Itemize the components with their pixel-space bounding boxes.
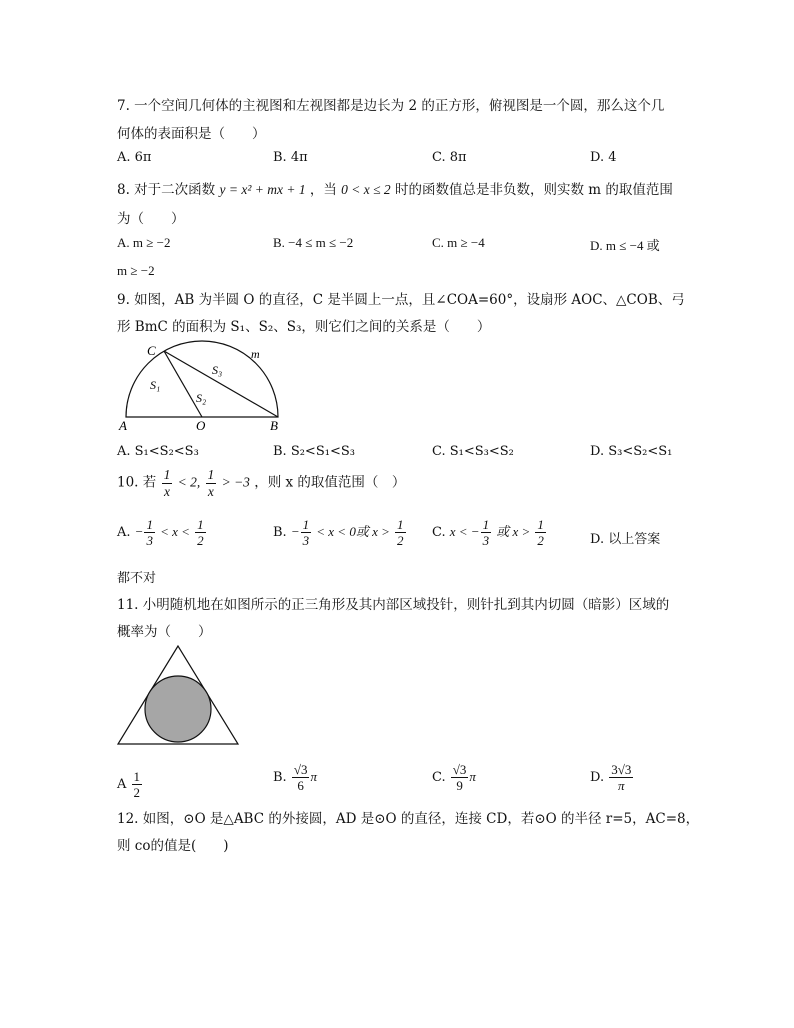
q10-ineq-1: < 2, [177, 474, 201, 490]
q9-option-b: B. S₂<S₁<S₃ [273, 444, 355, 459]
q10-option-d: D. 以上答案 [590, 532, 661, 547]
q11-stem-line1: 11. 小明随机地在如图所示的正三角形及其内部区域投针，则针扎到其内切圆（暗影）区域的 [117, 597, 670, 613]
q12-stem-line1: 12. 如图，⊙O 是△ABC 的外接圆，AD 是⊙O 的直径，连接 CD，若⊙O 的半径 r=5，AC=8， [117, 811, 700, 827]
q11-stem-line2: 概率为（ ） [117, 624, 212, 640]
q7-option-d: D. 4 [590, 150, 617, 165]
q10-ineq-2: > −3 [221, 474, 250, 490]
s2-label: S₂ [196, 391, 207, 405]
q7-stem-line1: 7. 一个空间几何体的主视图和左视图都是边长为 2 的正方形，俯视图是一个圆，那么这个几 [117, 98, 665, 114]
q9-option-d: D. S₃<S₂<S₁ [590, 444, 673, 459]
point-c-label: C [147, 343, 156, 358]
q7-option-c: C. 8π [432, 150, 467, 165]
q10-c-frac-half: $\frac{1}{2}$ [537, 517, 544, 548]
q10-a-frac-third: $\frac{1}{3}$ [146, 517, 153, 548]
q10-frac-1-over-x-a: $\frac{1}{x}$ [163, 467, 171, 499]
q10-c-frac-third: $\frac{1}{3}$ [482, 517, 490, 548]
q8-option-c: C. m ≥ −4 [432, 235, 485, 250]
point-o-label: O [196, 418, 206, 432]
s3-label: S₃ [212, 363, 223, 377]
q8-stem-post: 时的函数值总是非负数，则实数 m 的取值范围 [394, 182, 673, 198]
q8-stem-mid: ，当 [309, 182, 337, 198]
point-a-label: A [119, 418, 127, 432]
q10-option-b: B. − $\frac{1}{3}$ < x < 0或 x > $\frac{1}{2}$ [273, 517, 404, 548]
q12-stem-line2: 则 co的值是( ) [117, 838, 229, 854]
q7-option-b: B. 4π [273, 150, 308, 165]
q8-option-a: A. m ≥ −2 [117, 235, 171, 250]
q10-b-frac-third: $\frac{1}{3}$ [302, 517, 310, 548]
q11-b-fraction: $\frac{√3}{6}$ [293, 762, 308, 793]
q8-stem-line1 [117, 178, 673, 198]
q10-b-frac-half: $\frac{1}{2}$ [397, 517, 404, 548]
q10-option-d-continued: 都不对 [117, 571, 157, 586]
segment-oc [164, 351, 202, 417]
q11-option-b: B. $\frac{√3}{6}$ π [273, 762, 317, 793]
triangle-incircle-figure [114, 642, 242, 748]
q11-a-fraction: $\frac{1}{2}$ [133, 769, 141, 800]
q11-c-fraction: $\frac{√3}{9}$ [452, 762, 467, 793]
q8-option-b: B. −4 ≤ m ≤ −2 [273, 235, 354, 250]
q9-stem-line1: 9. 如图，AB 为半圆 O 的直径，C 是半圆上一点，且∠COA=60°，设扇形 AOC、△COB、弓 [117, 292, 685, 308]
q8-option-d: D. m ≤ −4 或 [590, 238, 660, 253]
arc-m-label: m [251, 347, 260, 361]
segment-cb [164, 351, 278, 417]
s1-label: S₁ [150, 378, 161, 392]
q7-option-a: A. 6π [117, 150, 152, 165]
q11-d-fraction: $\frac{3√3}{\pi}$ [611, 762, 632, 793]
q8-function: y = x² + mx + 1 [219, 182, 306, 197]
q8-stem-pre: 8. 对于二次函数 [117, 182, 216, 198]
q11-option-d: D. $\frac{3√3}{\pi}$ [590, 762, 632, 793]
q10-stem-post: ，则 x 的取值范围（ ） [254, 474, 406, 491]
q10-option-c: C. x < − $\frac{1}{3}$ 或 x > $\frac{1}{2}$ [432, 517, 544, 548]
q9-option-a: A. S₁<S₂<S₃ [117, 444, 199, 459]
q10-option-a: A. − $\frac{1}{3}$ < x < $\frac{1}{2}$ [117, 517, 204, 548]
q11-option-a: A $\frac{1}{2}$ [117, 769, 141, 800]
incircle-shaded [145, 676, 211, 742]
q9-stem-line2: 形 BmC 的面积为 S₁、S₂、S₃，则它们之间的关系是（ ） [117, 319, 491, 335]
q9-option-c: C. S₁<S₃<S₂ [432, 444, 514, 459]
q10-stem-pre: 10. 若 [117, 474, 157, 491]
q8-stem-line2: 为（ ） [117, 211, 185, 227]
q7-stem-line2: 何体的表面积是（ ） [117, 126, 266, 142]
point-b-label: B [270, 418, 278, 432]
q8-option-d-continued: m ≥ −2 [117, 263, 155, 278]
q10-a-frac-half: $\frac{1}{2}$ [197, 517, 204, 548]
q11-option-c: C. $\frac{√3}{9}$ π [432, 762, 476, 793]
q10-stem [117, 468, 405, 498]
q8-condition: 0 < x ≤ 2 [341, 182, 391, 197]
semicircle-figure [116, 336, 281, 432]
q10-frac-1-over-x-b: $\frac{1}{x}$ [207, 467, 215, 499]
